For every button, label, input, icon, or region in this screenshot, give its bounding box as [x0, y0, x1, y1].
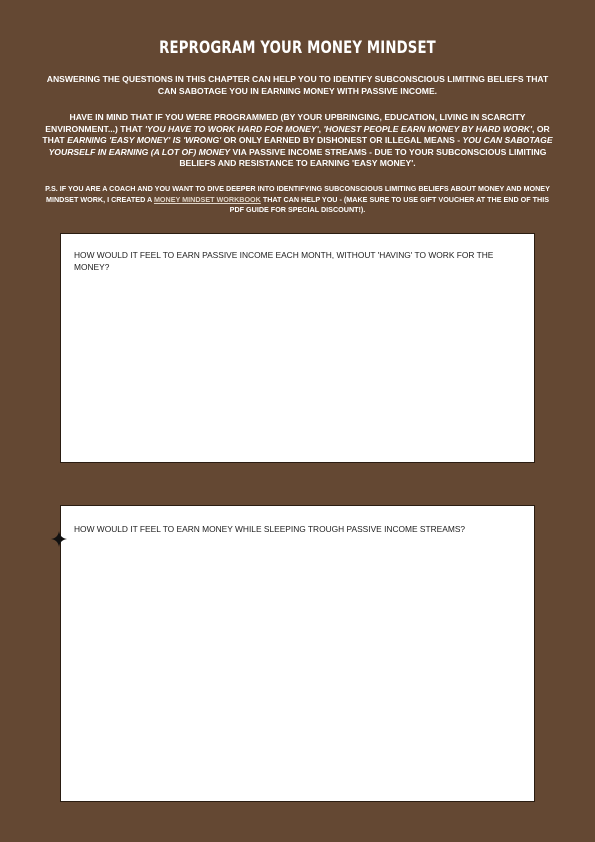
- question-1: HOW WOULD IT FEEL TO EARN PASSIVE INCOME EACH MONTH, WITHOUT 'HAVING' TO WORK FOR THE MONEY?: [74, 250, 494, 272]
- page-title: REPROGRAM YOUR MONEY MINDSET: [159, 38, 436, 58]
- sparkle-icon: [51, 531, 67, 547]
- paragraph-text: P.S. IF YOU ARE A COACH AND YOU WANT TO DIVE DEEPER INTO IDENTIFYING SUBCONSCIOUS LIMITING BELIEFS ABOUT MONEY AND MONEY MINDSET WORK, I CREATED A: [45, 184, 550, 204]
- paragraph-text: THAT CAN HELP YOU - (MAKE SURE TO USE GIFT VOUCHER AT THE END OF THIS PDF GUIDE FOR SPECIAL DISCOUNT!).: [229, 194, 550, 214]
- paragraph-text: HAVE IN MIND THAT IF YOU WERE PROGRAMMED (BY YOUR UPBRINGING, EDUCATION, LIVING IN SCARCITY ENVIRONMENT...) THAT: [45, 112, 526, 134]
- question-2: HOW WOULD IT FEEL TO EARN MONEY WHILE SLEEPING TROUGH PASSIVE INCOME STREAMS?: [74, 524, 466, 534]
- intro-paragraph: ANSWERING THE QUESTIONS IN THIS CHAPTER CAN HELP YOU TO IDENTIFY SUBCONSCIOUS LIMITING BELIEFS THAT CAN SABOTAGE YOU IN EARNING MONEY WITH PASSIVE INCOME.: [46, 74, 549, 96]
- workbook-link[interactable]: MONEY MINDSET WORKBOOK: [153, 194, 261, 204]
- paragraph-text: , OR THAT: [42, 123, 550, 146]
- answer-box-2[interactable]: [60, 505, 535, 802]
- emphasis-text: 'HONEST PEOPLE EARN MONEY BY HARD WORK': [323, 123, 533, 134]
- emphasis-text: EARNING 'EASY MONEY' IS 'WRONG': [67, 135, 222, 146]
- ps-paragraph: [40, 184, 555, 216]
- emphasis-text: YOU CAN SABOTAGE YOURSELF IN EARNING (A LOT OF) MONEY: [48, 135, 553, 157]
- mindset-paragraph: [40, 112, 555, 170]
- paragraph-text: VIA PASSIVE INCOME STREAMS - DUE TO YOUR SUBCONSCIOUS LIMITING BELIEFS AND RESISTANCE TO EARNING 'EASY MONEY'.: [179, 146, 547, 169]
- answer-box-1[interactable]: [60, 233, 535, 463]
- emphasis-text: 'YOU HAVE TO WORK HARD FOR MONEY': [144, 123, 319, 134]
- paragraph-text: ,: [318, 123, 324, 134]
- paragraph-text: OR ONLY EARNED BY DISHONEST OR ILLEGAL MEANS -: [221, 135, 463, 146]
